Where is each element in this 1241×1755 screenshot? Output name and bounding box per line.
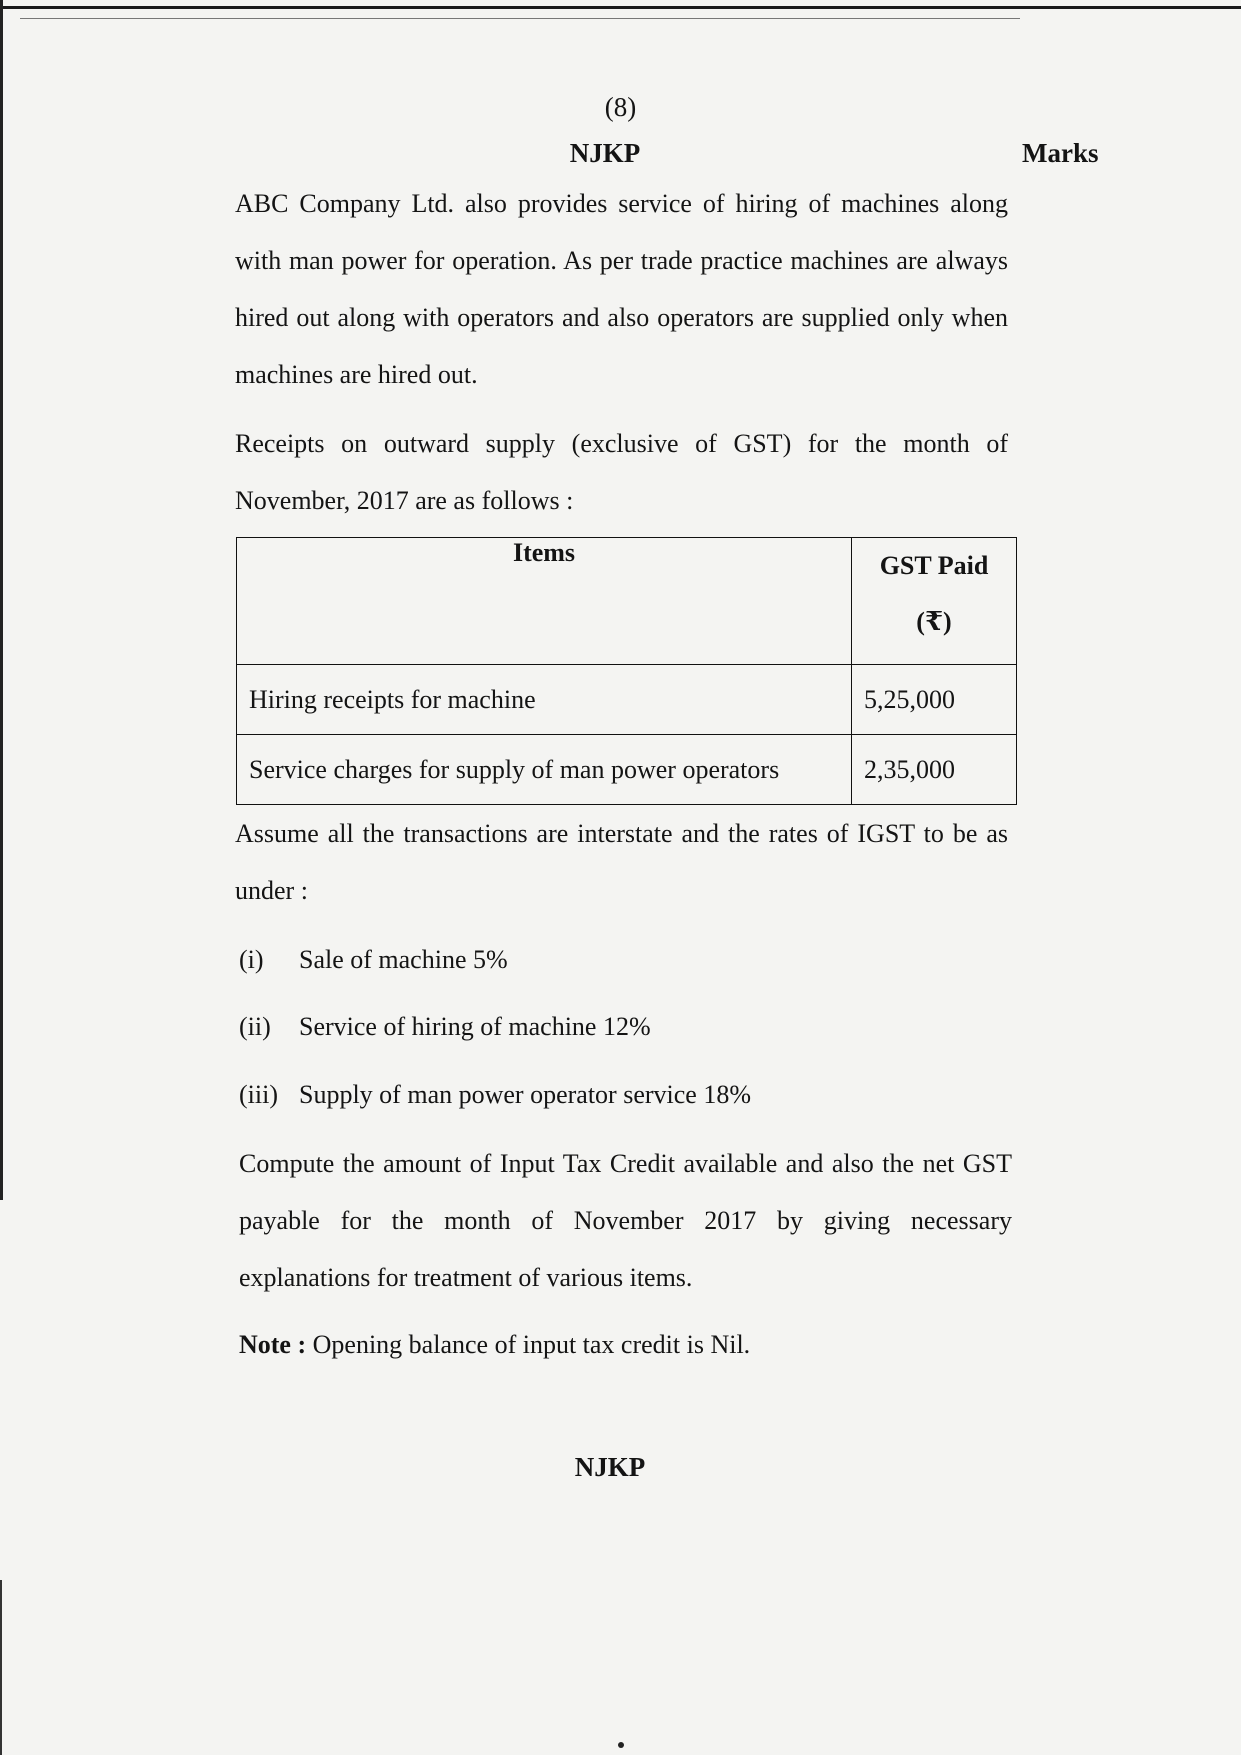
row-item: Service charges for supply of man power operators xyxy=(237,735,852,805)
note-text: Opening balance of input tax credit is Nil. xyxy=(306,1330,751,1359)
marks-heading: Marks xyxy=(1022,138,1099,168)
list-item xyxy=(239,1012,651,1042)
list-text: Sale of machine 5% xyxy=(299,945,508,974)
list-number: (ii) xyxy=(239,1012,271,1041)
receipts-paragraph: Receipts on outward supply (exclusive of GST) for the month of November, 2017 are as follows : xyxy=(235,429,1008,515)
row-amount: 2,35,000 xyxy=(852,735,1017,805)
list-text: Service of hiring of machine 12% xyxy=(299,1012,651,1041)
paper-code-bottom: NJKP xyxy=(574,1452,646,1482)
list-number: (i) xyxy=(239,945,264,974)
row-amount: 5,25,000 xyxy=(852,665,1017,735)
row-item: Hiring receipts for machine xyxy=(237,665,852,735)
table-header-row xyxy=(237,538,1017,665)
scan-border-left xyxy=(0,0,3,1200)
scan-border-top-thin xyxy=(20,18,1020,19)
header-items: Items xyxy=(237,538,852,665)
assumption-paragraph: Assume all the transactions are interstate and the rates of IGST to be as under : xyxy=(235,819,1008,905)
scan-border-left-lower xyxy=(0,1580,2,1755)
intro-paragraph: ABC Company Ltd. also provides service of hiring of machines along with man power for operation. As per trade practice machines are always hired out along with operators and also operators are supplied only when machines are hired out. xyxy=(235,189,1008,389)
table-row xyxy=(237,735,1017,805)
list-item xyxy=(239,945,508,975)
list-item xyxy=(239,1080,751,1110)
table-row xyxy=(237,665,1017,735)
header-currency: (₹) xyxy=(916,607,952,636)
compute-paragraph: Compute the amount of Input Tax Credit available and also the net GST payable for the month of November 2017 by giving necessary explanations for treatment of various items. xyxy=(239,1149,1012,1292)
list-text: Supply of man power operator service 18% xyxy=(299,1080,751,1109)
page-number: (8) xyxy=(604,92,637,122)
paper-code-top: NJKP xyxy=(569,138,641,168)
scan-mark-dot xyxy=(618,1742,624,1748)
header-gst-paid xyxy=(852,538,1017,665)
note-label: Note : xyxy=(239,1330,307,1359)
scan-border-top xyxy=(0,6,1241,9)
header-gst-paid-label: GST Paid xyxy=(879,551,989,580)
list-number: (iii) xyxy=(239,1080,278,1109)
note xyxy=(239,1330,750,1360)
receipts-table xyxy=(236,537,1017,805)
